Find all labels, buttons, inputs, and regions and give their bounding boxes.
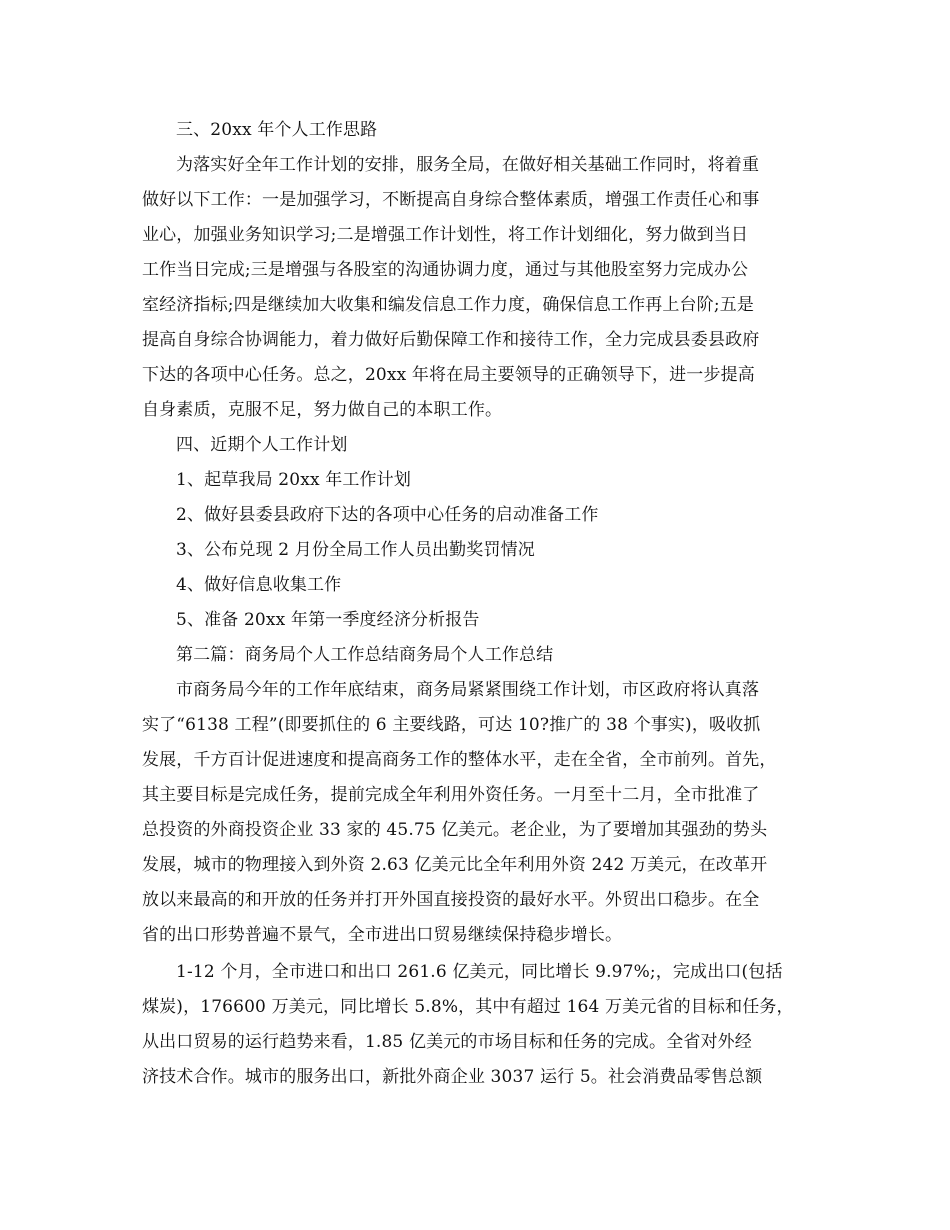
paragraph-line: 总投资的外商投资企业 33 家的 45.75 亿美元。老企业，为了要增加其强劲的势头: [142, 820, 768, 840]
paragraph-line: 提高自身综合协调能力，着力做好后勤保障工作和接待工作，全力完成县委县政府: [142, 330, 760, 350]
paragraph-line: 做好以下工作：一是加强学习，不断提高自身综合整体素质，增强工作责任心和事: [142, 190, 760, 210]
paragraph-line: 其主要目标是完成任务，提前完成全年利用外资任务。一月至十二月，全市批准了: [142, 785, 760, 805]
paragraph-line: 市商务局今年的工作年底结束，商务局紧紧围绕工作计划，市区政府将认真落: [176, 680, 760, 700]
section-heading: 四、近期个人工作计划: [176, 435, 348, 455]
paragraph-line: 发展，千方百计促进速度和提高商务工作的整体水平，走在全省，全市前列。首先，: [142, 750, 777, 770]
paragraph-line: 1-12 个月，全市进口和出口 261.6 亿美元，同比增长 9.97%;，完成出口(包括: [176, 962, 783, 982]
paragraph-line: 工作当日完成;三是增强与各股室的沟通协调力度，通过与其他股室努力完成办公: [142, 260, 749, 280]
paragraph-line: 实了“6138 工程”(即要抓住的 6 主要线路，可达 10?推广的 38 个事实)，吸收抓: [142, 715, 761, 735]
paragraph-line: 济技术合作。城市的服务出口，新批外商企业 3037 运行 5。社会消费品零售总额: [142, 1067, 763, 1087]
list-item: 1、起草我局 20xx 年工作计划: [176, 470, 411, 490]
paragraph-line: 室经济指标;四是继续加大收集和编发信息工作力度，确保信息工作再上台阶;五是: [142, 295, 755, 315]
paragraph-line: 下达的各项中心任务。总之，20xx 年将在局主要领导的正确领导下，进一步提高: [142, 365, 755, 385]
paragraph-line: 业心，加强业务知识学习;二是增强工作计划性，将工作计划细化，努力做到当日: [142, 225, 749, 245]
paragraph-line: 煤炭)，176600 万美元，同比增长 5.8%，其中有超过 164 万美元省的目标和任务，: [142, 997, 794, 1017]
paragraph-line: 放以来最高的和开放的任务并打开外国直接投资的最好水平。外贸出口稳步。在全: [142, 890, 760, 910]
list-item: 3、公布兑现 2 月份全局工作人员出勤奖罚情况: [176, 540, 535, 560]
paragraph-line: 省的出口形势普遍不景气，全市进出口贸易继续保持稳步增长。: [142, 925, 623, 945]
paragraph-line: 自身素质，克服不足，努力做自己的本职工作。: [142, 400, 503, 420]
list-item: 5、准备 20xx 年第一季度经济分析报告: [176, 610, 480, 630]
list-item: 4、做好信息收集工作: [176, 575, 342, 595]
paragraph-line: 为落实好全年工作计划的安排，服务全局，在做好相关基础工作同时，将着重: [176, 155, 760, 175]
paragraph-line: 发展，城市的物理接入到外资 2.63 亿美元比全年利用外资 242 万美元，在改革开: [142, 855, 768, 875]
list-item: 2、做好县委县政府下达的各项中心任务的启动准备工作: [176, 505, 599, 525]
paragraph-line: 从出口贸易的运行趋势来看，1.85 亿美元的市场目标和任务的完成。全省对外经: [142, 1032, 752, 1052]
section-heading: 三、20xx 年个人工作思路: [176, 120, 378, 140]
section-heading: 第二篇：商务局个人工作总结商务局个人工作总结: [176, 645, 554, 665]
